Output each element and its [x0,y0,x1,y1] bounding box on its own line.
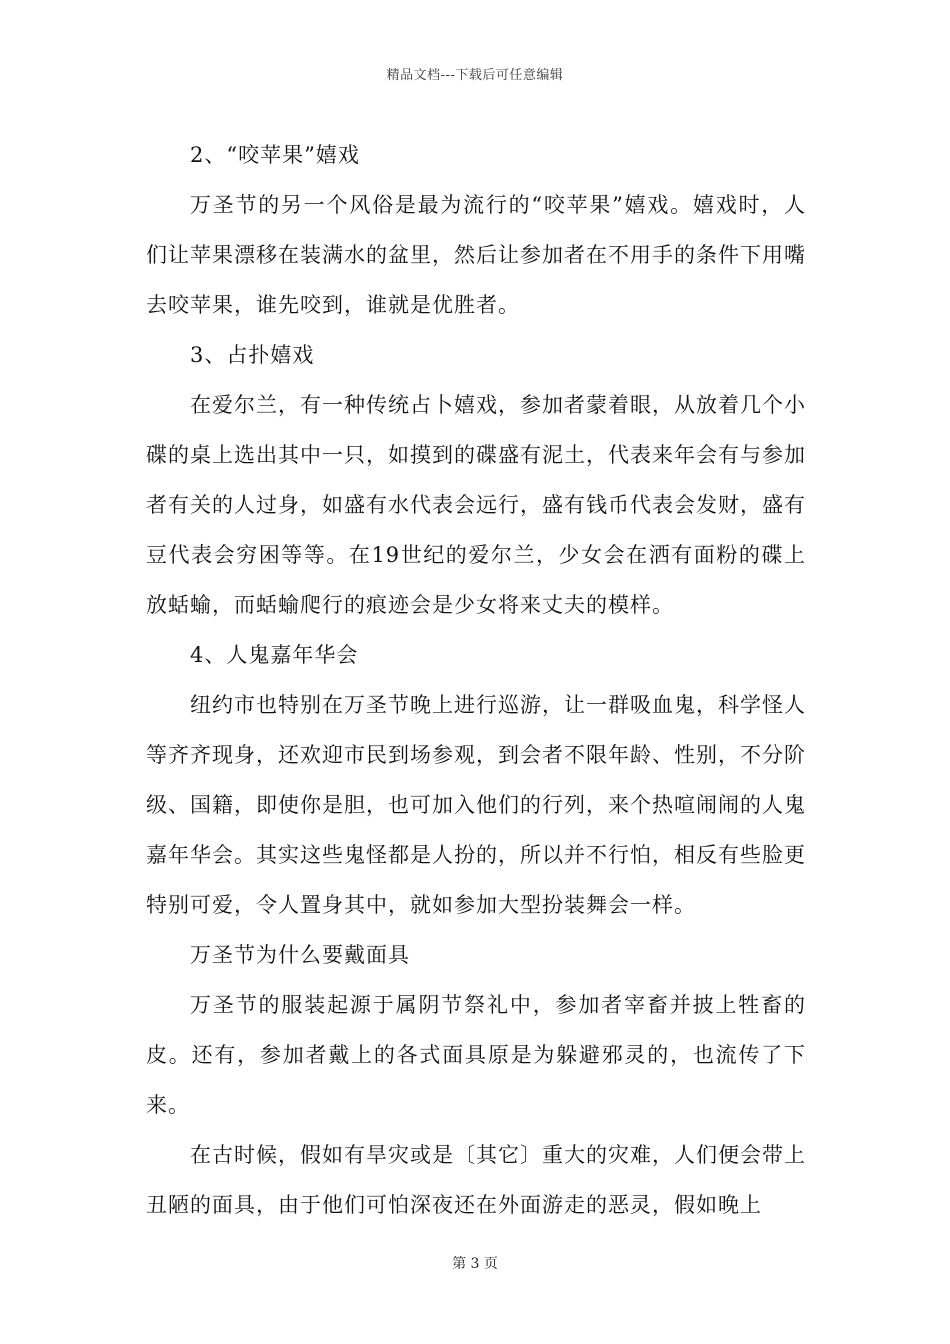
section-heading-carnival: 4、人鬼嘉年华会 [190,643,359,667]
page-number: 第 3 页 [452,1256,498,1272]
paragraph-carnival: 纽约市也特别在万圣节晚上进行巡游，让一群吸血鬼，科学怪人等齐齐现身，还欢迎市民到场参观，到会者不限年龄、性别，不分阶级、国籍，即使你是胆，也可加入他们的行列，来个热喧闹闹的人鬼嘉年华会。其实这些鬼怪都是人扮的，所以并不行怕，相反有些脸更特别可爱，令人置身其中，就如参加大型扮装舞会一样。 [146,693,806,917]
section-heading-masks: 万圣节为什么要戴面具 [190,943,410,967]
paragraph-divination-game: 在爱尔兰，有一种传统占卜嬉戏，参加者蒙着眼，从放着几个小碟的桌上选出其中一只，如摸到的碟盛有泥土，代表来年会有与参加者有关的人过身，如盛有水代表会远行，盛有钱币代表会发财，盛有豆代表会穷困等等。在19世纪的爱尔兰，少女会在洒有面粉的碟上放蛞蝓，而蛞蝓爬行的痕迹会是少女将来丈夫的模样。 [146,393,806,617]
section-heading-divination-game: 3、占扑嬉戏 [190,343,315,367]
page-header: 精品文档---下载后可任意编辑 [386,68,564,83]
document-body [146,130,806,1230]
paragraph-masks-origin: 万圣节的服装起源于属阴节祭礼中，参加者宰畜并披上牲畜的皮。还有，参加者戴上的各式面具原是为躲避邪灵的，也流传了下来。 [146,993,806,1117]
paragraph-apple-game: 万圣节的另一个风俗是最为流行的“咬苹果”嬉戏。嬉戏时，人们让苹果漂移在装满水的盆里，然后让参加者在不用手的条件下用嘴去咬苹果，谁先咬到，谁就是优胜者。 [146,193,806,317]
paragraph-masks-ancient: 在古时候，假如有旱灾或是〔其它〕重大的灾难，人们便会带上丑陋的面具，由于他们可怕深夜还在外面游走的恶灵，假如晚上 [146,1143,806,1217]
section-heading-apple-game: 2、“咬苹果”嬉戏 [190,143,360,167]
